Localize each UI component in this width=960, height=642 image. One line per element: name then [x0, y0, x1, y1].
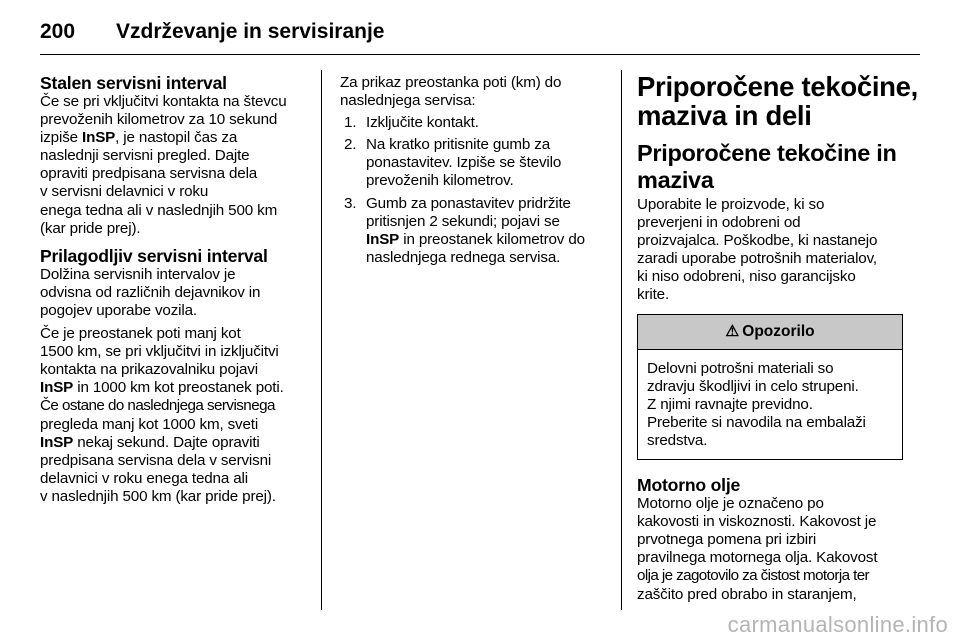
text-line: krite. — [637, 286, 670, 304]
warning-title: Opozorilo — [742, 322, 815, 340]
text-line: naslednjega servisa: — [340, 92, 476, 110]
text-line: (kar pride prej). — [40, 219, 141, 237]
step-text: Izključite kontakt. — [366, 114, 479, 132]
page-number: 200 — [40, 20, 76, 43]
text-line: Motorno olje je označeno po — [637, 495, 824, 513]
text-line: prvotnega pomena pri izbiri — [637, 531, 817, 549]
text-line: Za prikaz preostanka poti (km) do — [340, 74, 562, 91]
text-span: , je nastopil čas za — [115, 129, 238, 147]
text-line: predpisana servisna dela v servisni — [40, 451, 272, 469]
text-line: pregleda manj kot 1000 km, sveti — [40, 415, 259, 433]
step-text: ponastavitev. Izpiše se število — [366, 154, 562, 172]
text-span: nekaj sekund. Dajte opraviti — [73, 433, 260, 451]
text-line: v servisni delavnici v roku — [40, 183, 209, 201]
warning-triangle-icon: ⚠ — [725, 323, 740, 341]
subsection-title: Priporočene tekočine in — [637, 140, 897, 166]
warning-header — [638, 315, 902, 350]
text-line: Če ostane do naslednjega servisnega — [40, 397, 275, 415]
text-line: naslednji servisni pregled. Dajte — [40, 147, 250, 165]
paragraph-engine-oil — [637, 495, 920, 604]
text-line: zaradi uporabe potrošnih materialov, — [637, 250, 877, 268]
step-text — [366, 231, 608, 249]
section-title: maziva in deli — [637, 100, 812, 131]
list-item — [340, 136, 608, 190]
step-text: Gumb za ponastavitev pridržite — [366, 194, 571, 212]
text-line: proizvajalca. Poškodbe, ki nastanejo — [637, 232, 878, 250]
step-text: pritisnjen 2 sekundi; pojavi se — [366, 212, 560, 230]
text-line: ki niso odobreni, niso garancijsko — [637, 268, 856, 286]
watermark: carmanualsonline.info — [727, 612, 948, 637]
step-text: naslednjega rednega servisa. — [366, 248, 561, 266]
text-line — [40, 379, 312, 397]
text-line: enega tedna ali v naslednjih 500 km — [40, 201, 278, 219]
paragraph-adaptive-2 — [40, 325, 312, 506]
text-line: pravilnega motornega olja. Kakovost — [637, 549, 878, 567]
text-line: Če je preostanek poti manj kot — [40, 325, 241, 343]
text-line — [40, 434, 312, 452]
paragraph-adaptive-1 — [40, 266, 312, 320]
step-number: 1. — [344, 114, 357, 132]
text-line: Preberite si navodila na embalaži — [647, 413, 866, 431]
warning-body — [638, 350, 902, 459]
text-line: v naslednjih 500 km (kar pride prej). — [40, 487, 276, 505]
paragraph-fixed-service-interval — [40, 93, 312, 238]
list-item — [340, 195, 608, 267]
column-divider-right — [621, 70, 622, 610]
text-span: in 1000 km kot preostanek poti. — [73, 379, 284, 397]
heading-fixed-service-interval: Stalen servisni interval — [40, 73, 227, 93]
text-line — [40, 129, 312, 147]
list-item — [340, 114, 608, 132]
text-line: olja je zagotovilo za čistost motorja ter — [637, 567, 870, 585]
column-middle — [340, 74, 608, 271]
display-code-insp: InSP — [40, 433, 74, 451]
display-code-insp: InSP — [40, 379, 74, 397]
text-line: odvisna od različnih dejavnikov in — [40, 283, 261, 301]
column-divider-left — [321, 70, 322, 610]
text-span: izpiše — [40, 129, 82, 147]
section-title: Priporočene tekočine, — [637, 71, 919, 102]
warning-box — [637, 314, 903, 460]
steps-list — [340, 114, 608, 267]
text-line: preverjeni in odobreni od — [637, 214, 801, 232]
step-number: 3. — [344, 194, 357, 212]
display-code-insp: InSP — [366, 230, 400, 248]
column-left — [40, 74, 312, 506]
display-code-insp: InSP — [82, 129, 116, 147]
chapter-title: Vzdrževanje in servisiranje — [116, 20, 385, 43]
text-line: prevoženih kilometrov za 10 sekund — [40, 111, 278, 129]
text-line: kontakta na prikazovalniku pojavi — [40, 361, 258, 379]
step-text: prevoženih kilometrov. — [366, 172, 514, 190]
text-line: opraviti predpisana servisna dela — [40, 165, 258, 183]
step-number: 2. — [344, 136, 357, 154]
paragraph-recommended-fluids — [637, 196, 920, 305]
column-right — [637, 72, 920, 604]
text-line: Uporabite le proizvode, ki so — [637, 196, 825, 213]
text-line: Delovni potrošni materiali so — [647, 359, 834, 377]
text-line: 1500 km, se pri vključitvi in izključitvi — [40, 343, 279, 361]
step-text: Na kratko pritisnite gumb za — [366, 136, 551, 154]
text-line: sredstva. — [647, 431, 708, 449]
text-line: kakovosti in viskoznosti. Kakovost je — [637, 513, 877, 531]
text-line: Z njimi ravnajte previdno. — [647, 395, 813, 413]
text-line: delavnici v roku enega tedna ali — [40, 469, 248, 487]
text-line: Dolžina servisnih intervalov je — [40, 265, 236, 283]
text-line: zaščito pred obrabo in staranjem, — [637, 585, 857, 603]
subsection-title: maziva — [637, 167, 714, 193]
text-line: Če se pri vključitvi kontakta na števcu — [40, 93, 287, 110]
heading-adaptive-service-interval: Prilagodljiv servisni interval — [40, 245, 268, 266]
text-line: zdravju škodljivi in celo strupeni. — [647, 377, 859, 395]
text-line: pogojev uporabe vozila. — [40, 301, 197, 319]
text-span: in preostanek kilometrov do — [399, 230, 585, 248]
heading-engine-oil: Motorno olje — [637, 475, 741, 496]
page-header — [40, 14, 920, 55]
